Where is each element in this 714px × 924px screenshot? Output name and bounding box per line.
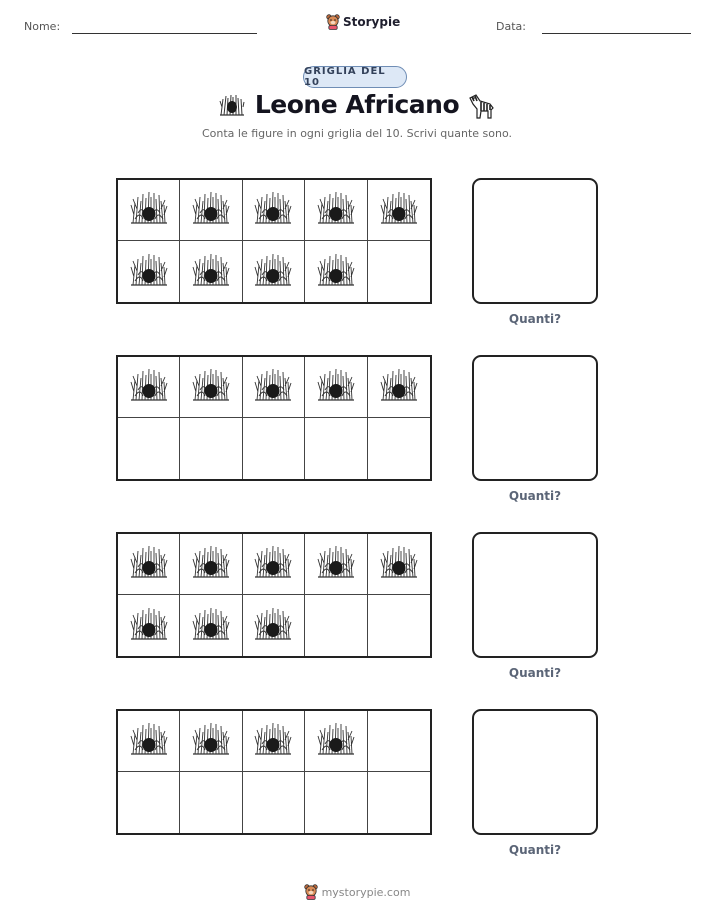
- frame-cell: [305, 180, 367, 241]
- frame-cell: [118, 772, 180, 833]
- grass-bush-icon: [379, 189, 419, 231]
- frame-cell: [180, 357, 242, 418]
- date-line[interactable]: [542, 33, 691, 34]
- grass-bush-icon: [191, 720, 231, 762]
- answer-label-4: Quanti?: [508, 843, 562, 857]
- answer-box-3[interactable]: [472, 532, 598, 658]
- answer-box-4[interactable]: [472, 709, 598, 835]
- grass-bush-icon: [191, 543, 231, 585]
- name-line[interactable]: [72, 33, 257, 34]
- frame-cell: [305, 711, 367, 772]
- frame-cell: [118, 418, 180, 479]
- grass-bush-icon: [316, 251, 356, 293]
- frame-cell: [180, 180, 242, 241]
- grass-bush-icon: [129, 543, 169, 585]
- frame-cell: [243, 595, 305, 656]
- grass-bush-icon: [253, 720, 293, 762]
- brand-logo: [326, 14, 400, 30]
- frame-cell: [243, 418, 305, 479]
- grass-bush-icon: [129, 720, 169, 762]
- frame-cell: [243, 772, 305, 833]
- frame-cell: [368, 595, 430, 656]
- footer: [0, 884, 714, 900]
- grass-bush-icon: [253, 543, 293, 585]
- frame-cell: [118, 711, 180, 772]
- frame-cell: [118, 357, 180, 418]
- grass-bush-icon: [191, 605, 231, 647]
- frame-cell: [305, 772, 367, 833]
- frame-cell: [243, 357, 305, 418]
- frame-cell: [180, 711, 242, 772]
- grass-bush-icon: [316, 189, 356, 231]
- frame-cell: [243, 534, 305, 595]
- frame-cell: [368, 534, 430, 595]
- answer-label-2: Quanti?: [508, 489, 562, 503]
- instructions: Conta le figure in ogni griglia del 10. Scrivi quante sono.: [201, 127, 512, 140]
- frame-cell: [180, 418, 242, 479]
- zebra-icon: [466, 92, 496, 120]
- date-label: Data:: [496, 20, 526, 33]
- frame-cell: [368, 711, 430, 772]
- ten-frame-3: [116, 532, 432, 658]
- frame-cell: [118, 180, 180, 241]
- frame-cell: [305, 595, 367, 656]
- footer-url: mystorypie.com: [321, 885, 411, 899]
- grass-bush-icon: [316, 366, 356, 408]
- frame-cell: [368, 241, 430, 302]
- grass-bush-icon: [191, 189, 231, 231]
- name-label: Nome:: [24, 20, 61, 33]
- frame-cell: [305, 241, 367, 302]
- answer-label-3: Quanti?: [508, 666, 562, 680]
- worksheet-badge: GRIGLIA DEL 10: [303, 66, 407, 88]
- grass-bush-icon: [129, 189, 169, 231]
- frame-cell: [118, 241, 180, 302]
- grass-bush-icon: [253, 605, 293, 647]
- frame-cell: [368, 180, 430, 241]
- frame-cell: [180, 241, 242, 302]
- frame-cell: [368, 357, 430, 418]
- frame-cell: [243, 241, 305, 302]
- frame-cell: [368, 772, 430, 833]
- grass-bush-icon: [379, 366, 419, 408]
- grass-bush-icon: [316, 720, 356, 762]
- frame-cell: [118, 534, 180, 595]
- frame-cell: [305, 534, 367, 595]
- frame-cell: [368, 418, 430, 479]
- frame-cell: [180, 772, 242, 833]
- frame-cell: [305, 418, 367, 479]
- brand-name: Storypie: [343, 15, 401, 29]
- grass-bush-icon: [316, 543, 356, 585]
- grass-bush-icon: [191, 366, 231, 408]
- ten-frame-4: [116, 709, 432, 835]
- bear-mascot-icon: [326, 14, 340, 30]
- page-title: Leone Africano: [254, 90, 460, 119]
- frame-cell: [180, 534, 242, 595]
- bear-mascot-icon: [304, 884, 318, 900]
- frame-cell: [305, 357, 367, 418]
- grass-bush-icon: [129, 605, 169, 647]
- ten-frame-2: [116, 355, 432, 481]
- grass-bush-icon: [191, 251, 231, 293]
- answer-label-1: Quanti?: [508, 312, 562, 326]
- grass-bush-icon: [253, 251, 293, 293]
- frame-cell: [243, 711, 305, 772]
- answer-box-2[interactable]: [472, 355, 598, 481]
- frame-cell: [180, 595, 242, 656]
- frame-cell: [118, 595, 180, 656]
- grass-bush-icon: [129, 366, 169, 408]
- frame-cell: [243, 180, 305, 241]
- grass-bush-icon: [253, 366, 293, 408]
- answer-box-1[interactable]: [472, 178, 598, 304]
- grass-bush-icon: [253, 189, 293, 231]
- grass-bush-icon: [379, 543, 419, 585]
- ten-frame-1: [116, 178, 432, 304]
- grass-bush-icon: [129, 251, 169, 293]
